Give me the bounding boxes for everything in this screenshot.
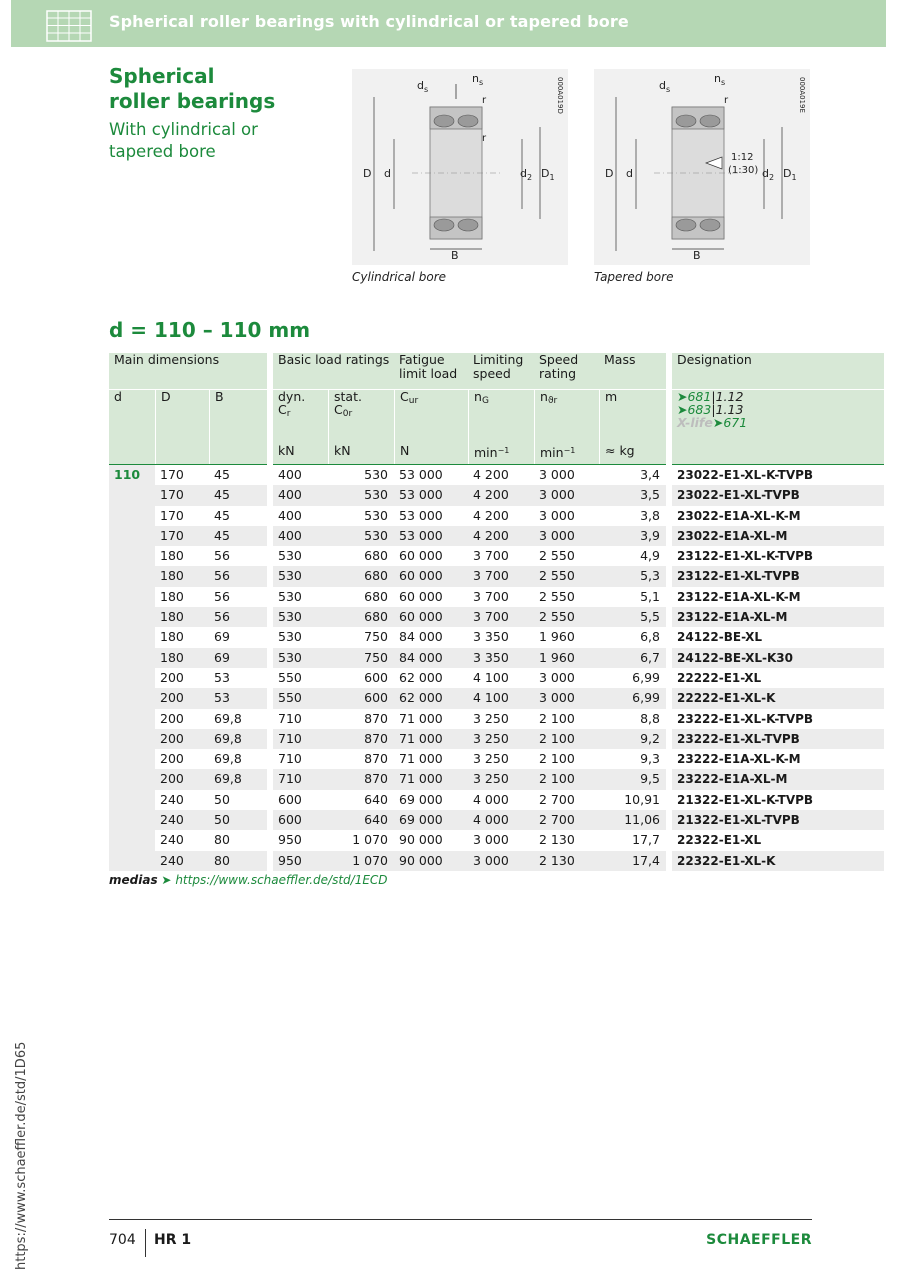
unit-min: $\min^{-1}$: [534, 444, 599, 464]
figure-code: 000A019E: [798, 77, 806, 113]
cell-static-load: 640: [364, 791, 388, 807]
cell-static-load: 530: [328, 526, 394, 546]
cell-fatigue-load: 90 000: [399, 832, 443, 848]
unit-min: $\min^{-1}$: [468, 444, 534, 464]
cell-dynamic-load: 530: [278, 588, 302, 604]
svg-text:ds: $d_s$: [659, 79, 671, 94]
cell-designation: 23222-E1A-XL-K-M: [677, 752, 801, 767]
cell-dynamic-load: 530: [273, 607, 328, 627]
cell-fatigue-load: 60 000: [399, 588, 443, 604]
cell-speed-rating: 2 550: [539, 548, 575, 564]
cell-dynamic-load: 710: [278, 710, 302, 726]
cell-mass: 6,99: [599, 688, 666, 708]
medias-link[interactable]: [109, 873, 388, 887]
cell-designation: 23222-E1-XL-TVPB: [672, 729, 884, 749]
cell-speed-rating: 1 960: [534, 648, 599, 668]
cell-mass: 6,7: [599, 648, 666, 668]
svg-text:d2: $d_2$: [762, 167, 775, 182]
cell-fatigue-load: 71 000: [399, 710, 443, 726]
cell-static-load: 1 070: [328, 851, 394, 871]
cell-d: [109, 769, 155, 789]
table-row: [109, 668, 884, 688]
page-title: [109, 64, 275, 114]
cell-outer-diameter: 200: [160, 751, 184, 767]
cell-speed-rating: 2 100: [534, 729, 599, 749]
symbol-cr: dyn. $C_r$: [273, 389, 328, 444]
unit-kg: ≈ kg: [599, 444, 666, 464]
cell-speed-rating: 3 000: [534, 688, 599, 708]
section-title: d = 110 – 110 mm: [109, 318, 311, 342]
cell-mass: 11,06: [599, 810, 666, 830]
cell-designation: 23022-E1-XL-TVPB: [672, 485, 884, 505]
symbol-d: d: [109, 389, 155, 444]
cell-width: 45: [214, 507, 230, 523]
cell-designation: 23122-E1-XL-TVPB: [672, 566, 884, 586]
cell-speed-rating: 2 130: [539, 832, 575, 848]
cell-mass: 10,91: [624, 791, 660, 807]
cell-dynamic-load: 530: [278, 548, 302, 564]
cell-outer-diameter: 180: [160, 588, 184, 604]
svg-text:D1: $D_1$: [541, 167, 555, 182]
cell-mass: 8,8: [640, 710, 660, 726]
bearing-table: [109, 353, 884, 871]
header-main-dimensions: Main dimensions: [109, 353, 267, 389]
symbol-ng: $n_G$: [468, 389, 534, 444]
footer-separator: [145, 1229, 146, 1257]
cell-fatigue-load: 60 000: [399, 548, 443, 564]
cell-limiting-speed: 4 200: [468, 485, 534, 505]
cell-static-load: 870: [364, 710, 388, 726]
cell-dynamic-load: 710: [278, 751, 302, 767]
cell-mass: 5,3: [599, 566, 666, 586]
cell-width: 56: [214, 548, 230, 564]
table-row: [109, 627, 884, 647]
cell-width: 69,8: [209, 769, 267, 789]
table-header-symbols: [109, 389, 884, 444]
svg-text:B: B: [451, 249, 459, 262]
cell-dynamic-load: 400: [273, 464, 328, 485]
cell-limiting-speed: 4 200: [473, 507, 509, 523]
table-row: [109, 464, 884, 485]
cell-dynamic-load: 710: [273, 769, 328, 789]
cell-limiting-speed: 4 100: [473, 669, 509, 685]
cell-speed-rating: 2 700: [539, 791, 575, 807]
cell-fatigue-load: 69 000: [394, 810, 468, 830]
cell-width: 69,8: [214, 710, 242, 726]
cell-fatigue-load: 71 000: [399, 751, 443, 767]
cell-width: 69: [209, 648, 267, 668]
cell-static-load: 600: [364, 669, 388, 685]
cell-outer-diameter: 180: [155, 648, 209, 668]
cell-designation: 22222-E1-XL-K: [672, 688, 884, 708]
cell-d: [109, 688, 155, 708]
cell-d: [109, 566, 155, 586]
cell-dynamic-load: 400: [273, 526, 328, 546]
figure-code: 000A019D: [556, 77, 564, 114]
cell-mass: 9,5: [599, 769, 666, 789]
cell-d: 110: [109, 464, 155, 485]
cell-mass: 6,8: [640, 629, 660, 645]
cell-mass: 6,99: [632, 669, 660, 685]
header-mass: Mass: [599, 353, 666, 389]
cell-width: 45: [209, 464, 267, 485]
cell-width: 50: [209, 810, 267, 830]
svg-text:d: d: [384, 167, 391, 180]
document-code: HR 1: [154, 1232, 192, 1248]
svg-text:r: r: [482, 133, 487, 144]
arrow-icon: ➤: [161, 873, 172, 887]
cell-dynamic-load: 600: [278, 791, 302, 807]
cell-designation: 23222-E1A-XL-M: [672, 769, 884, 789]
cell-speed-rating: 2 550: [534, 607, 599, 627]
cell-outer-diameter: 170: [155, 485, 209, 505]
cell-static-load: 870: [364, 751, 388, 767]
cell-limiting-speed: 3 250: [468, 729, 534, 749]
cell-limiting-speed: 3 250: [473, 710, 509, 726]
cell-outer-diameter: 240: [155, 851, 209, 871]
cell-limiting-speed: 4 100: [468, 688, 534, 708]
cell-designation: 22222-E1-XL: [677, 670, 762, 685]
cell-d: [109, 607, 155, 627]
table-row: [109, 607, 884, 627]
cell-static-load: 680: [328, 566, 394, 586]
cell-outer-diameter: 240: [160, 832, 184, 848]
cell-dynamic-load: 550: [278, 669, 302, 685]
designation-refs: ➤681|1.12 ➤683|1.13 X-life➤671: [672, 389, 884, 444]
cell-dynamic-load: 530: [278, 629, 302, 645]
cell-fatigue-load: 84 000: [394, 648, 468, 668]
cell-width: 80: [209, 851, 267, 871]
cell-speed-rating: 3 000: [539, 507, 575, 523]
cell-speed-rating: 3 000: [539, 669, 575, 685]
cell-limiting-speed: 3 000: [468, 851, 534, 871]
svg-text:D1: $D_1$: [783, 167, 797, 182]
cell-outer-diameter: 200: [155, 688, 209, 708]
unit-kn: kN: [328, 444, 394, 464]
cell-designation: 23122-E1A-XL-M: [672, 607, 884, 627]
symbol-m: m: [599, 389, 666, 444]
table-row: [109, 830, 884, 850]
cell-designation: 23122-E1A-XL-K-M: [677, 589, 801, 604]
cell-static-load: 680: [328, 607, 394, 627]
page-number: 704: [109, 1232, 136, 1248]
cell-static-load: 640: [328, 810, 394, 830]
cell-fatigue-load: 53 000: [394, 485, 468, 505]
cell-fatigue-load: 60 000: [394, 607, 468, 627]
cell-mass: 17,7: [632, 832, 660, 848]
cell-outer-diameter: 170: [155, 526, 209, 546]
subtitle-line-2: tapered bore: [109, 142, 216, 161]
cell-fatigue-load: 60 000: [394, 566, 468, 586]
cell-outer-diameter: 240: [160, 791, 184, 807]
cell-fatigue-load: 62 000: [399, 669, 443, 685]
cell-outer-diameter: 200: [155, 769, 209, 789]
taper-ratio: 1:12: [731, 152, 754, 163]
cell-limiting-speed: 4 200: [468, 526, 534, 546]
cell-width: 56: [209, 607, 267, 627]
cell-speed-rating: 2 100: [534, 769, 599, 789]
cell-d: [109, 830, 155, 850]
svg-text:B: B: [693, 249, 701, 262]
cell-static-load: 530: [328, 485, 394, 505]
cell-outer-diameter: 170: [160, 507, 184, 523]
cell-speed-rating: 2 700: [534, 810, 599, 830]
symbol-nthr: $n_{ϑr}$: [534, 389, 599, 444]
svg-text:ds: $d_s$: [417, 79, 429, 94]
cell-mass: 9,3: [640, 751, 660, 767]
table-row: [109, 566, 884, 586]
cell-outer-diameter: 240: [155, 810, 209, 830]
table-row: [109, 851, 884, 871]
cell-d: [109, 851, 155, 871]
tapered-bore-figure: [594, 69, 810, 265]
cell-static-load: 750: [328, 648, 394, 668]
header-limiting-speed: Limiting speed: [468, 353, 534, 389]
cell-speed-rating: 3 000: [534, 526, 599, 546]
cell-static-load: 680: [364, 588, 388, 604]
cell-static-load: 530: [364, 507, 388, 523]
cell-dynamic-load: 600: [273, 810, 328, 830]
cell-dynamic-load: 530: [273, 566, 328, 586]
cell-limiting-speed: 4 200: [468, 464, 534, 485]
cell-d: [109, 526, 155, 546]
svg-text:r: r: [724, 95, 729, 106]
cell-limiting-speed: 3 700: [468, 607, 534, 627]
table-row: [109, 688, 884, 708]
title-line-2: roller bearings: [109, 89, 276, 113]
cell-dynamic-load: 400: [273, 485, 328, 505]
cell-mass: 9,2: [599, 729, 666, 749]
cylindrical-bore-drawing: [352, 69, 568, 265]
cell-width: 56: [214, 588, 230, 604]
cell-d: [109, 709, 155, 729]
table-grid-icon: [46, 10, 92, 42]
table-header-groups: [109, 353, 884, 389]
svg-text:r: r: [482, 95, 487, 106]
page-subtitle: [109, 119, 258, 163]
cell-limiting-speed: 3 700: [473, 588, 509, 604]
table-row: [109, 729, 884, 749]
cell-width: 69: [214, 629, 230, 645]
cell-d: [109, 546, 155, 566]
cell-fatigue-load: 69 000: [399, 791, 443, 807]
cell-static-load: 680: [364, 548, 388, 564]
table-row: [109, 506, 884, 526]
cell-outer-diameter: 180: [160, 629, 184, 645]
cell-speed-rating: 2 550: [534, 566, 599, 586]
table-row: [109, 810, 884, 830]
cell-d: [109, 729, 155, 749]
cell-fatigue-load: 71 000: [394, 769, 468, 789]
cell-width: 69,8: [214, 751, 242, 767]
cell-d: [109, 749, 155, 769]
cell-fatigue-load: 84 000: [399, 629, 443, 645]
svg-text:ns: $n_s$: [472, 72, 484, 87]
cell-width: 80: [214, 832, 230, 848]
cell-speed-rating: 1 960: [539, 629, 575, 645]
cell-d: [109, 506, 155, 526]
table-row: [109, 526, 884, 546]
cell-static-load: 1 070: [352, 832, 388, 848]
cell-static-load: 750: [364, 629, 388, 645]
cell-speed-rating: 2 100: [539, 710, 575, 726]
cell-outer-diameter: 200: [160, 669, 184, 685]
svg-text:d: d: [626, 167, 633, 180]
cell-static-load: 530: [328, 464, 394, 485]
symbol-B: B: [209, 389, 267, 444]
cell-speed-rating: 3 000: [534, 485, 599, 505]
table-row: [109, 790, 884, 810]
subtitle-line-1: With cylindrical or: [109, 120, 258, 139]
banner-title: Spherical roller bearings with cylindrical or tapered bore: [109, 12, 629, 31]
cell-outer-diameter: 200: [155, 729, 209, 749]
cell-designation: 23022-E1-XL-K-TVPB: [672, 464, 884, 485]
table-row: [109, 587, 884, 607]
taper-ratio-alt: (1:30): [728, 165, 759, 176]
svg-text:d2: $d_2$: [520, 167, 533, 182]
cell-width: 69,8: [209, 729, 267, 749]
header-basic-load: Basic load ratings: [273, 353, 394, 389]
cell-designation: 24122-BE-XL: [677, 630, 762, 645]
footer-divider: [109, 1219, 812, 1220]
cell-designation: 23022-E1A-XL-M: [672, 526, 884, 546]
cell-mass: 3,8: [640, 507, 660, 523]
cell-mass: 5,5: [599, 607, 666, 627]
table-row: [109, 769, 884, 789]
cell-designation: 21322-E1-XL-TVPB: [672, 810, 884, 830]
cell-speed-rating: 3 000: [534, 464, 599, 485]
cell-limiting-speed: 3 350: [473, 629, 509, 645]
table-row: [109, 546, 884, 566]
cell-dynamic-load: 400: [278, 507, 302, 523]
cell-dynamic-load: 710: [273, 729, 328, 749]
cell-designation: 24122-BE-XL-K30: [672, 648, 884, 668]
brand-logo: SCHAEFFLER: [706, 1232, 812, 1248]
svg-text:D: D: [605, 167, 614, 180]
header-fatigue: Fatigue limit load: [394, 353, 468, 389]
cell-dynamic-load: 530: [273, 648, 328, 668]
cell-width: 53: [209, 688, 267, 708]
top-banner: [11, 0, 886, 47]
cell-limiting-speed: 3 700: [468, 566, 534, 586]
caption-cylindrical: Cylindrical bore: [352, 270, 447, 284]
cell-d: [109, 790, 155, 810]
cylindrical-bore-figure: [352, 69, 568, 265]
cell-designation: 23122-E1-XL-K-TVPB: [677, 549, 814, 564]
header-speed-rating: Speed rating: [534, 353, 599, 389]
cell-width: 50: [214, 791, 230, 807]
cell-static-load: 870: [328, 729, 394, 749]
cell-mass: 4,9: [640, 548, 660, 564]
cell-dynamic-load: 550: [273, 688, 328, 708]
table-row: [109, 709, 884, 729]
cell-outer-diameter: 180: [160, 548, 184, 564]
table-row: [109, 485, 884, 505]
cell-designation: 22322-E1-XL: [677, 833, 762, 848]
svg-text:ns: $n_s$: [714, 72, 726, 87]
cell-outer-diameter: 180: [155, 566, 209, 586]
cell-fatigue-load: 90 000: [394, 851, 468, 871]
cell-fatigue-load: 71 000: [394, 729, 468, 749]
cell-mass: 3,9: [599, 526, 666, 546]
cell-mass: 5,1: [640, 588, 660, 604]
cell-limiting-speed: 4 000: [468, 810, 534, 830]
cell-width: 45: [209, 526, 267, 546]
title-line-1: Spherical: [109, 64, 215, 88]
cell-limiting-speed: 3 250: [473, 751, 509, 767]
cell-d: [109, 668, 155, 688]
cell-limiting-speed: 3 250: [468, 769, 534, 789]
cell-static-load: 870: [328, 769, 394, 789]
cell-d: [109, 810, 155, 830]
cell-limiting-speed: 3 700: [473, 548, 509, 564]
cell-width: 45: [209, 485, 267, 505]
cell-mass: 3,5: [599, 485, 666, 505]
caption-tapered: Tapered bore: [594, 270, 674, 284]
cell-fatigue-load: 53 000: [394, 526, 468, 546]
cell-fatigue-load: 62 000: [394, 688, 468, 708]
medias-label: medias: [109, 873, 158, 887]
unit-n: N: [394, 444, 468, 464]
unit-kn: kN: [273, 444, 328, 464]
cell-fatigue-load: 53 000: [399, 507, 443, 523]
cell-designation: 21322-E1-XL-K-TVPB: [677, 792, 814, 807]
cell-designation: 23022-E1A-XL-K-M: [677, 508, 801, 523]
tapered-bore-drawing: [594, 69, 810, 265]
cell-outer-diameter: 170: [155, 464, 209, 485]
cell-designation: 22322-E1-XL-K: [672, 851, 884, 871]
cell-outer-diameter: 200: [160, 710, 184, 726]
medias-url[interactable]: https://www.schaeffler.de/std/1ECD: [175, 873, 388, 887]
cell-limiting-speed: 3 350: [468, 648, 534, 668]
symbol-cur: $C_{ur}$: [394, 389, 468, 444]
header-designation: Designation: [672, 353, 884, 389]
side-url[interactable]: https://www.schaeffler.de/std/1D65: [14, 1041, 29, 1270]
xlife-logo: X-life: [677, 415, 713, 430]
cell-speed-rating: 2 550: [539, 588, 575, 604]
cell-dynamic-load: 950: [273, 851, 328, 871]
svg-text:D: D: [363, 167, 372, 180]
cell-fatigue-load: 53 000: [394, 464, 468, 485]
cell-designation: 23222-E1-XL-K-TVPB: [677, 711, 814, 726]
symbol-D: D: [155, 389, 209, 444]
cell-d: [109, 587, 155, 607]
cell-d: [109, 627, 155, 647]
table-row: [109, 648, 884, 668]
cell-speed-rating: 2 130: [534, 851, 599, 871]
cell-mass: 17,4: [599, 851, 666, 871]
cell-limiting-speed: 4 000: [473, 791, 509, 807]
cell-d: [109, 648, 155, 668]
cell-static-load: 600: [328, 688, 394, 708]
cell-outer-diameter: 180: [155, 607, 209, 627]
cell-d: [109, 485, 155, 505]
table-row: [109, 749, 884, 769]
table-header-units: [109, 444, 884, 464]
cell-width: 56: [209, 566, 267, 586]
cell-speed-rating: 2 100: [539, 751, 575, 767]
cell-dynamic-load: 950: [278, 832, 302, 848]
cell-width: 53: [214, 669, 230, 685]
cell-limiting-speed: 3 000: [473, 832, 509, 848]
cell-mass: 3,4: [599, 464, 666, 485]
symbol-c0r: stat. $C_{0r}$: [328, 389, 394, 444]
